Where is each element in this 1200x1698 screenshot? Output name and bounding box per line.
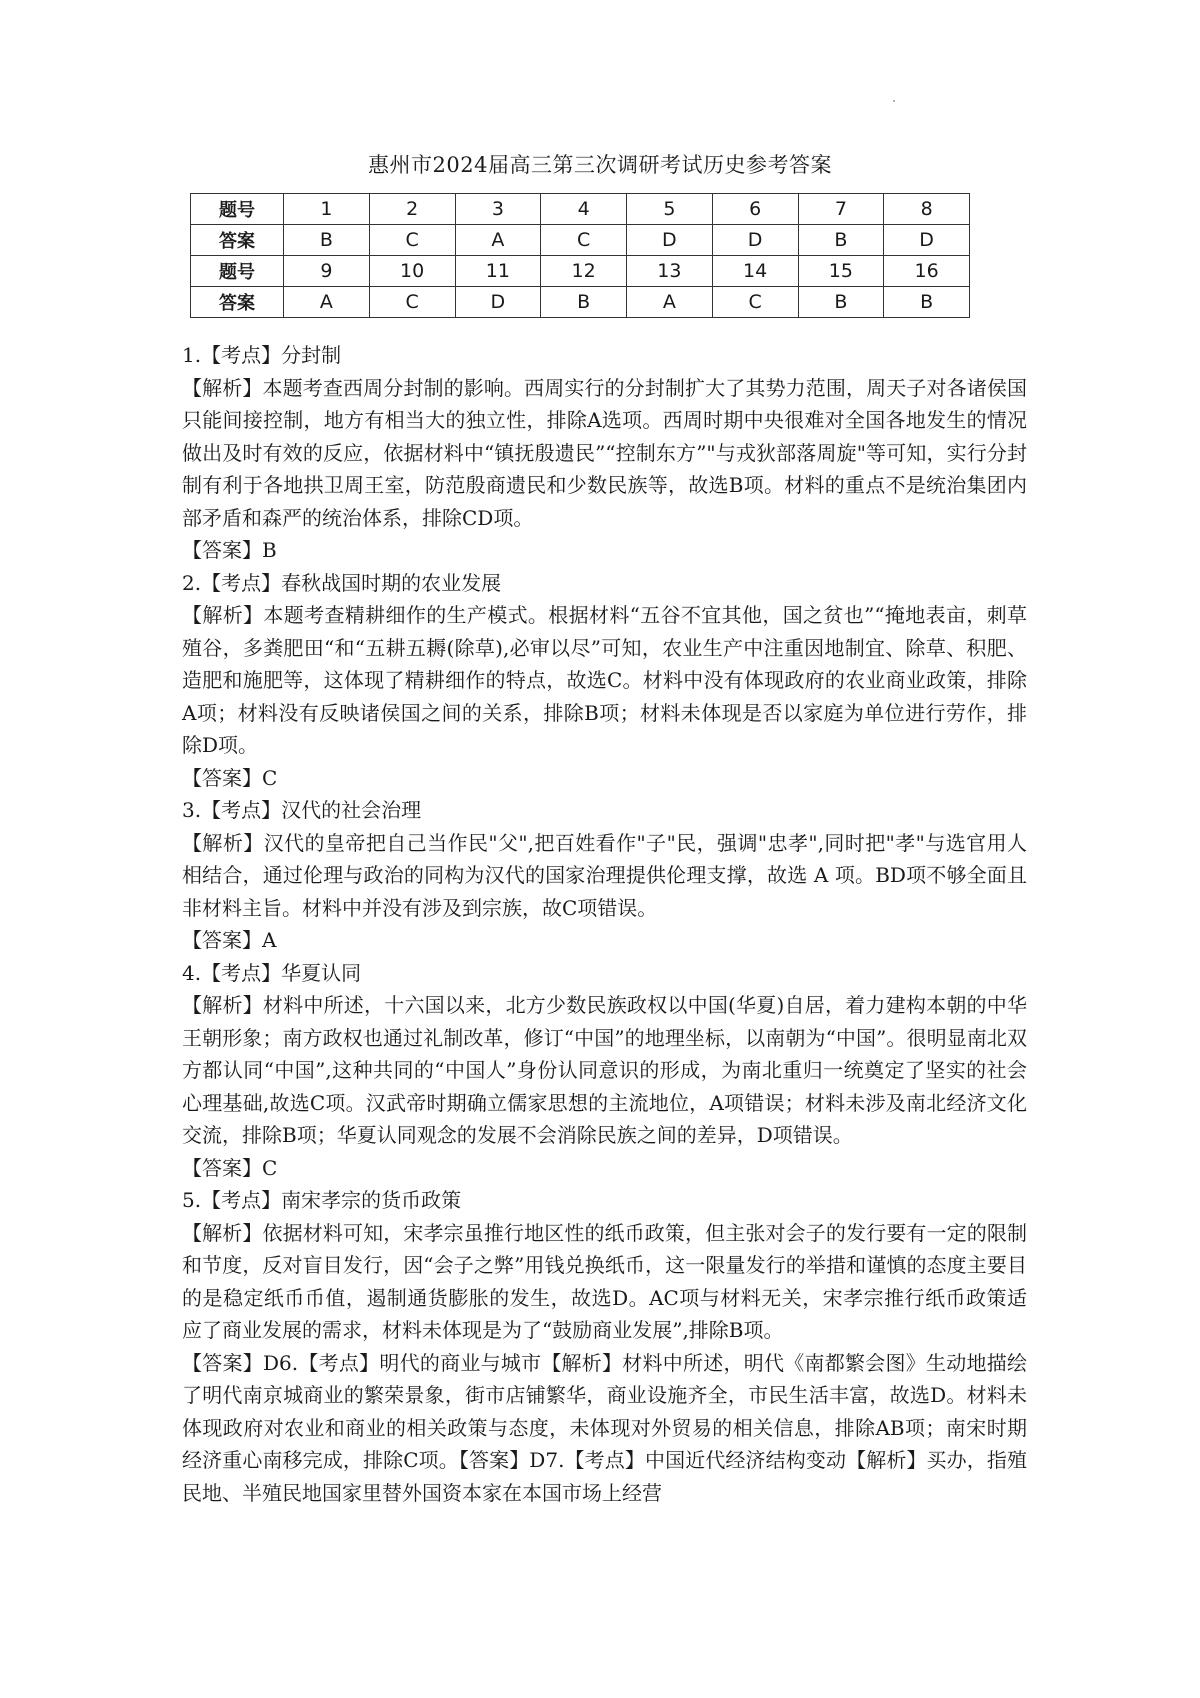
table-cell: 4 [541,194,627,225]
table-cell: A [455,225,541,256]
row-header: 答案 [191,287,284,318]
row-header: 题号 [191,256,284,287]
q2-topic: 2.【考点】春秋战国时期的农业发展 [182,570,502,595]
table-cell: B [798,225,884,256]
table-cell: A [627,287,713,318]
table-row [191,287,970,318]
q3-topic: 3.【考点】汉代的社会治理 [182,798,422,822]
q4-answer: 【答案】C [182,1155,278,1180]
table-cell: B [284,225,370,256]
q2-answer: 【答案】C [182,765,278,790]
table-cell: B [798,287,884,318]
table-cell: 2 [369,194,455,225]
q5-analysis: 【解析】依据材料可知，宋孝宗虽推行地区性的纸币政策，但主张对会子的发行要有一定的限制和节度，反对盲目发行，因“会子之弊”用钱兑换纸币，这一限量发行的举措和谨慎的态度主要目的是稳定纸币币值，遏制通货膨胀的发生，故选D。AC项与材料无关，宋孝宗推行纸币政策适应了商业发展的需求，材料未体现是为了“鼓励商业发展”,排除B项。 [182,1220,1027,1342]
table-cell: C [712,287,798,318]
table-cell: 13 [627,256,713,287]
table-cell: 12 [541,256,627,287]
table-cell: D [455,287,541,318]
answer-table [190,193,970,318]
answer-explanations [182,339,1027,1509]
table-cell: 10 [369,256,455,287]
table-cell: 11 [455,256,541,287]
document-title: 惠州市2024届高三第三次调研考试历史参考答案 [368,153,832,177]
scan-speck [893,100,895,102]
table-cell: C [541,225,627,256]
table-cell: 6 [712,194,798,225]
table-cell: 14 [712,256,798,287]
q3-answer: 【答案】A [182,928,277,952]
q3-analysis: 【解析】汉代的皇帝把自己当作民"父",把百姓看作"子"民，强调"忠孝",同时把"孝"与选官用人相结合，通过伦理与政治的同构为汉代的国家治理提供伦理支撑，故选 A 项。BD项不够全面且非材料主旨。材料中并没有涉及到宗族，故C项错误。 [182,830,1027,920]
table-cell: 8 [884,194,970,225]
q1-answer: 【答案】B [182,538,277,562]
table-cell: 3 [455,194,541,225]
table-cell: 7 [798,194,884,225]
q5-q7-run-on-paragraph: 【答案】D6.【考点】明代的商业与城市【解析】材料中所述，明代《南都繁会图》生动地描绘了明代南京城商业的繁荣景象，街市店铺繁华，商业设施齐全，市民生活丰富，故选D。材料未体现政府对农业和商业的相关政策与态度，未体现对外贸易的相关信息，排除AB项；南宋时期经济重心南移完成，排除C项。【答案】D7.【考点】中国近代经济结构变动【解析】买办，指殖民地、半殖民地国家里替外国资本家在本国市场上经营 [182,1350,1027,1505]
table-cell: 16 [884,256,970,287]
table-row [191,256,970,287]
q1-analysis: 【解析】本题考查西周分封制的影响。西周实行的分封制扩大了其势力范围，周天子对各诸侯国只能间接控制，地方有相当大的独立性，排除A选项。西周时期中央很难对全国各地发生的情况做出及时有效的反应，依据材料中“镇抚殷遗民”“控制东方”"与戎狄部落周旋"等可知，实行分封制有利于各地拱卫周王室，防范殷商遗民和少数民族等，故选B项。材料的重点不是统治集团内部矛盾和森严的统治体系，排除CD项。 [182,375,1027,530]
table-cell: D [884,225,970,256]
table-cell: 15 [798,256,884,287]
row-header: 题号 [191,194,284,225]
table-cell: 5 [627,194,713,225]
q1-topic: 1.【考点】分封制 [182,343,342,367]
row-header: 答案 [191,225,284,256]
table-cell: C [369,225,455,256]
table-cell: D [627,225,713,256]
table-row [191,194,970,225]
q2-analysis: 【解析】本题考查精耕细作的生产模式。根据材料“五谷不宜其他，国之贫也”“掩地表亩，刺草殖谷，多粪肥田“和“五耕五耨(除草),必审以尽”可知，农业生产中注重因地制宜、除草、积肥、造肥和施肥等，这体现了精耕细作的特点，故选C。材料中没有体现政府的农业商业政策，排除A项；材料没有反映诸侯国之间的关系，排除B项；材料未体现是否以家庭为单位进行劳作，排除D项。 [182,603,1027,757]
table-cell: B [541,287,627,318]
table-cell: B [884,287,970,318]
q5-topic: 5.【考点】南宋孝宗的货币政策 [182,1188,462,1212]
table-cell: A [284,287,370,318]
table-cell: D [712,225,798,256]
q4-analysis: 【解析】材料中所述，十六国以来，北方少数民族政权以中国(华夏)自居，着力建构本朝的中华王朝形象；南方政权也通过礼制改革，修订“中国”的地理坐标，以南朝为“中国”。很明显南北双方都认同“中国”,这种共同的“中国人”身份认同意识的形成，为南北重归一统奠定了坚实的社会心理基础,故选C项。汉武帝时期确立儒家思想的主流地位，A项错误；材料未涉及南北经济文化交流，排除B项；华夏认同观念的发展不会消除民族之间的差异，D项错误。 [182,993,1027,1147]
q4-topic: 4.【考点】华夏认同 [182,960,362,985]
table-cell: 9 [284,256,370,287]
table-row [191,225,970,256]
table-cell: C [369,287,455,318]
table-cell: 1 [284,194,370,225]
